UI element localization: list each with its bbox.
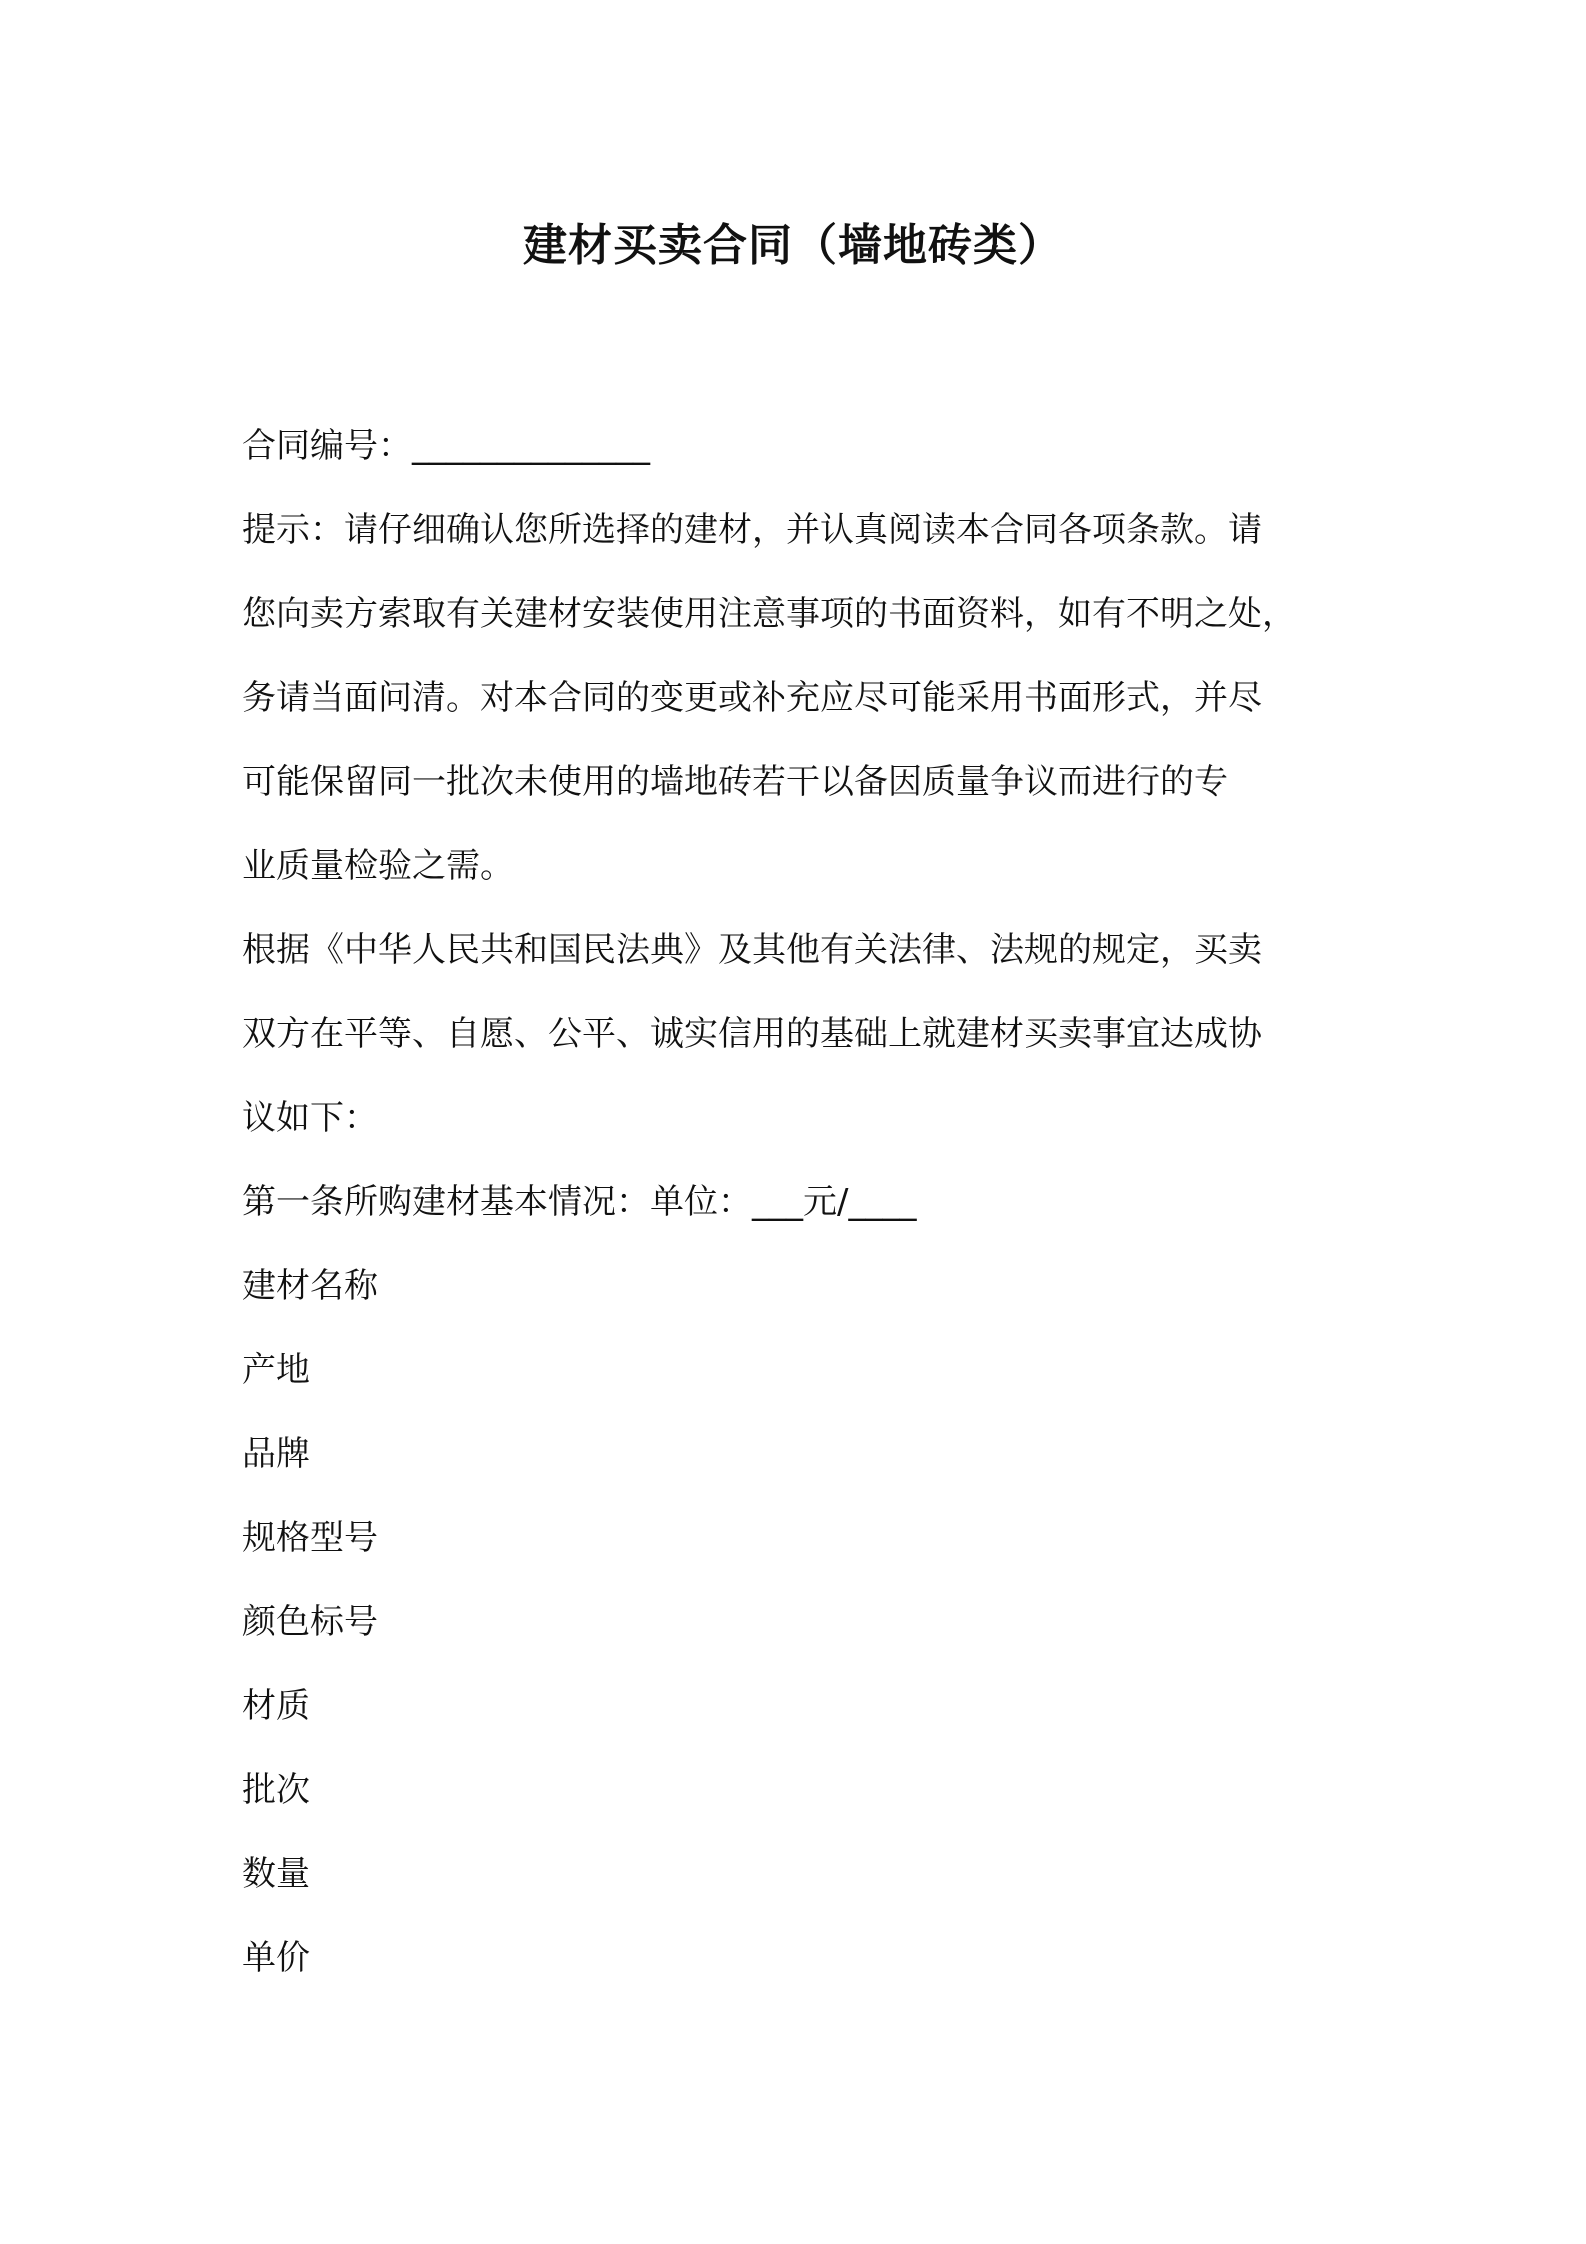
basis-line: 议如下： bbox=[242, 1098, 378, 1138]
document-body bbox=[242, 404, 1372, 2000]
notice-line: 可能保留同一批次未使用的墙地砖若干以备因质量争议而进行的专 bbox=[242, 762, 1228, 802]
notice-line: 务请当面问清。对本合同的变更或补充应尽可能采用书面形式，并尽 bbox=[242, 678, 1262, 718]
basis-line: 根据《中华人民共和国民法典》及其他有关法律、法规的规定，买卖 bbox=[242, 930, 1262, 970]
field-label-origin: 产地 bbox=[242, 1350, 310, 1390]
field-label-color-code: 颜色标号 bbox=[242, 1602, 378, 1642]
field-label-batch: 批次 bbox=[242, 1770, 310, 1810]
contract-number-line: 合同编号：______________ bbox=[242, 426, 650, 466]
notice-line: 业质量检验之需。 bbox=[242, 846, 514, 886]
field-label-unit-price: 单价 bbox=[242, 1938, 310, 1978]
basis-line: 双方在平等、自愿、公平、诚实信用的基础上就建材买卖事宜达成协 bbox=[242, 1014, 1262, 1054]
field-label-quantity: 数量 bbox=[242, 1854, 310, 1894]
notice-line: 提示：请仔细确认您所选择的建材，并认真阅读本合同各项条款。请 bbox=[242, 510, 1262, 550]
notice-line: 您向卖方索取有关建材安装使用注意事项的书面资料，如有不明之处， bbox=[242, 594, 1296, 634]
field-label-material-name: 建材名称 bbox=[242, 1266, 378, 1306]
field-label-material: 材质 bbox=[242, 1686, 310, 1726]
field-label-brand: 品牌 bbox=[242, 1434, 310, 1474]
article-one-heading: 第一条所购建材基本情况：单位：___元/____ bbox=[242, 1182, 917, 1222]
field-label-spec-model: 规格型号 bbox=[242, 1518, 378, 1558]
document-title: 建材买卖合同（墙地砖类） bbox=[523, 220, 1063, 271]
